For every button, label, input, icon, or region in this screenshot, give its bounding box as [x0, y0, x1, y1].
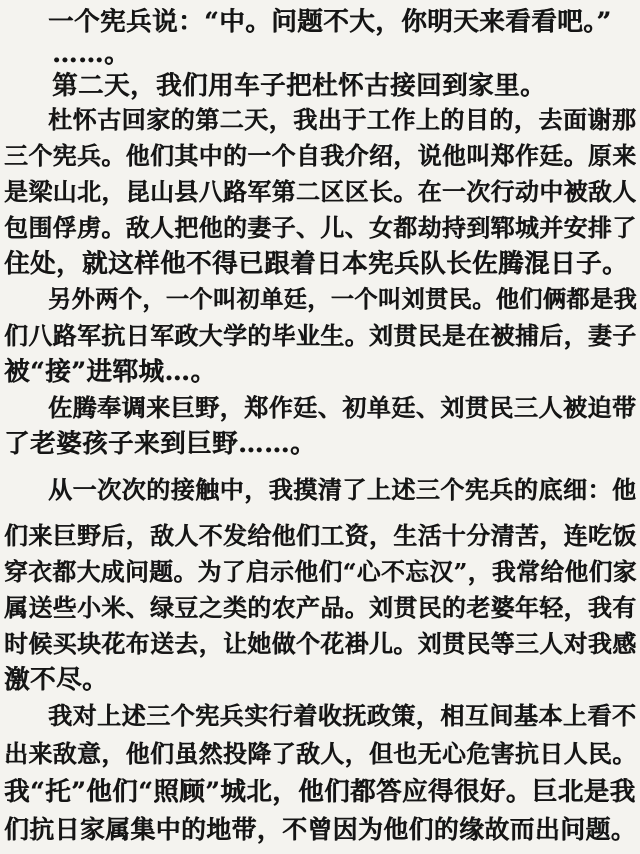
text-line: 另外两个，一个叫初单廷，一个叫刘贯民。他们俩都是我 — [48, 286, 638, 313]
text-line: 从一次次的接触中，我摸清了上述三个宪兵的底细：他 — [48, 475, 637, 504]
text-line: 们来巨野后，敌人不发给他们工资，生活十分清苦，连吃饭 — [4, 522, 637, 550]
text-line: 住处，就这样他不得已跟着日本宪兵队长佐腾混日子。 — [4, 249, 629, 279]
text-line: 们抗日家属集中的地带，不曾因为他们的缘故而出问题。 — [4, 815, 637, 844]
text-line: 激不尽。 — [4, 665, 109, 695]
text-line: 时候买块花布送去，让她做个花褂儿。刘贯民等三人对我感 — [4, 630, 637, 658]
text-line: 我“托”他们“照顾”城北，他们都答应得很好。巨北是我 — [4, 777, 636, 807]
text-line: 被“接”进郓城…。 — [4, 357, 217, 387]
text-line: 佐腾奉调来巨野，郑作廷、初单廷、刘贯民三人被迫带 — [48, 393, 637, 422]
text-line: 穿衣都大成问题。为了启示他们“心不忘汉”，我常给他们家 — [4, 558, 637, 586]
text-line: 第二天，我们用车子把杜怀古接回到家里。 — [52, 71, 547, 101]
text-line: 出来敌意，他们虽然投降了敌人，但也无心危害抗日人民。 — [4, 740, 637, 768]
text-line: 我对上述三个宪兵实行着收抚政策，相互间基本上看不 — [48, 701, 637, 730]
text-line: 三个宪兵。他们其中的一个自我介绍，说他叫郑作廷。原来 — [4, 142, 637, 170]
text-line: 了老婆孩子来到巨野……。 — [4, 429, 317, 459]
text-line: 杜怀古回家的第二天，我出于工作上的目的，去面谢那 — [48, 105, 637, 134]
text-line: 是梁山北，昆山县八路军第二区区长。在一次行动中被敌人 — [4, 178, 637, 206]
text-line: 一个宪兵说：“中。问题不大，你明天来看看吧。” — [48, 7, 612, 37]
text-line: 属送些小米、绿豆之类的农产品。刘贯民的老婆年轻，我有 — [4, 594, 637, 622]
text-line: 们八路军抗日军政大学的毕业生。刘贯民是在被捕后，妻子 — [4, 322, 637, 350]
text-line: ……。 — [52, 39, 131, 69]
text-line: 包围俘虏。敌人把他的妻子、儿、女都劫持到郓城并安排了 — [4, 214, 637, 242]
